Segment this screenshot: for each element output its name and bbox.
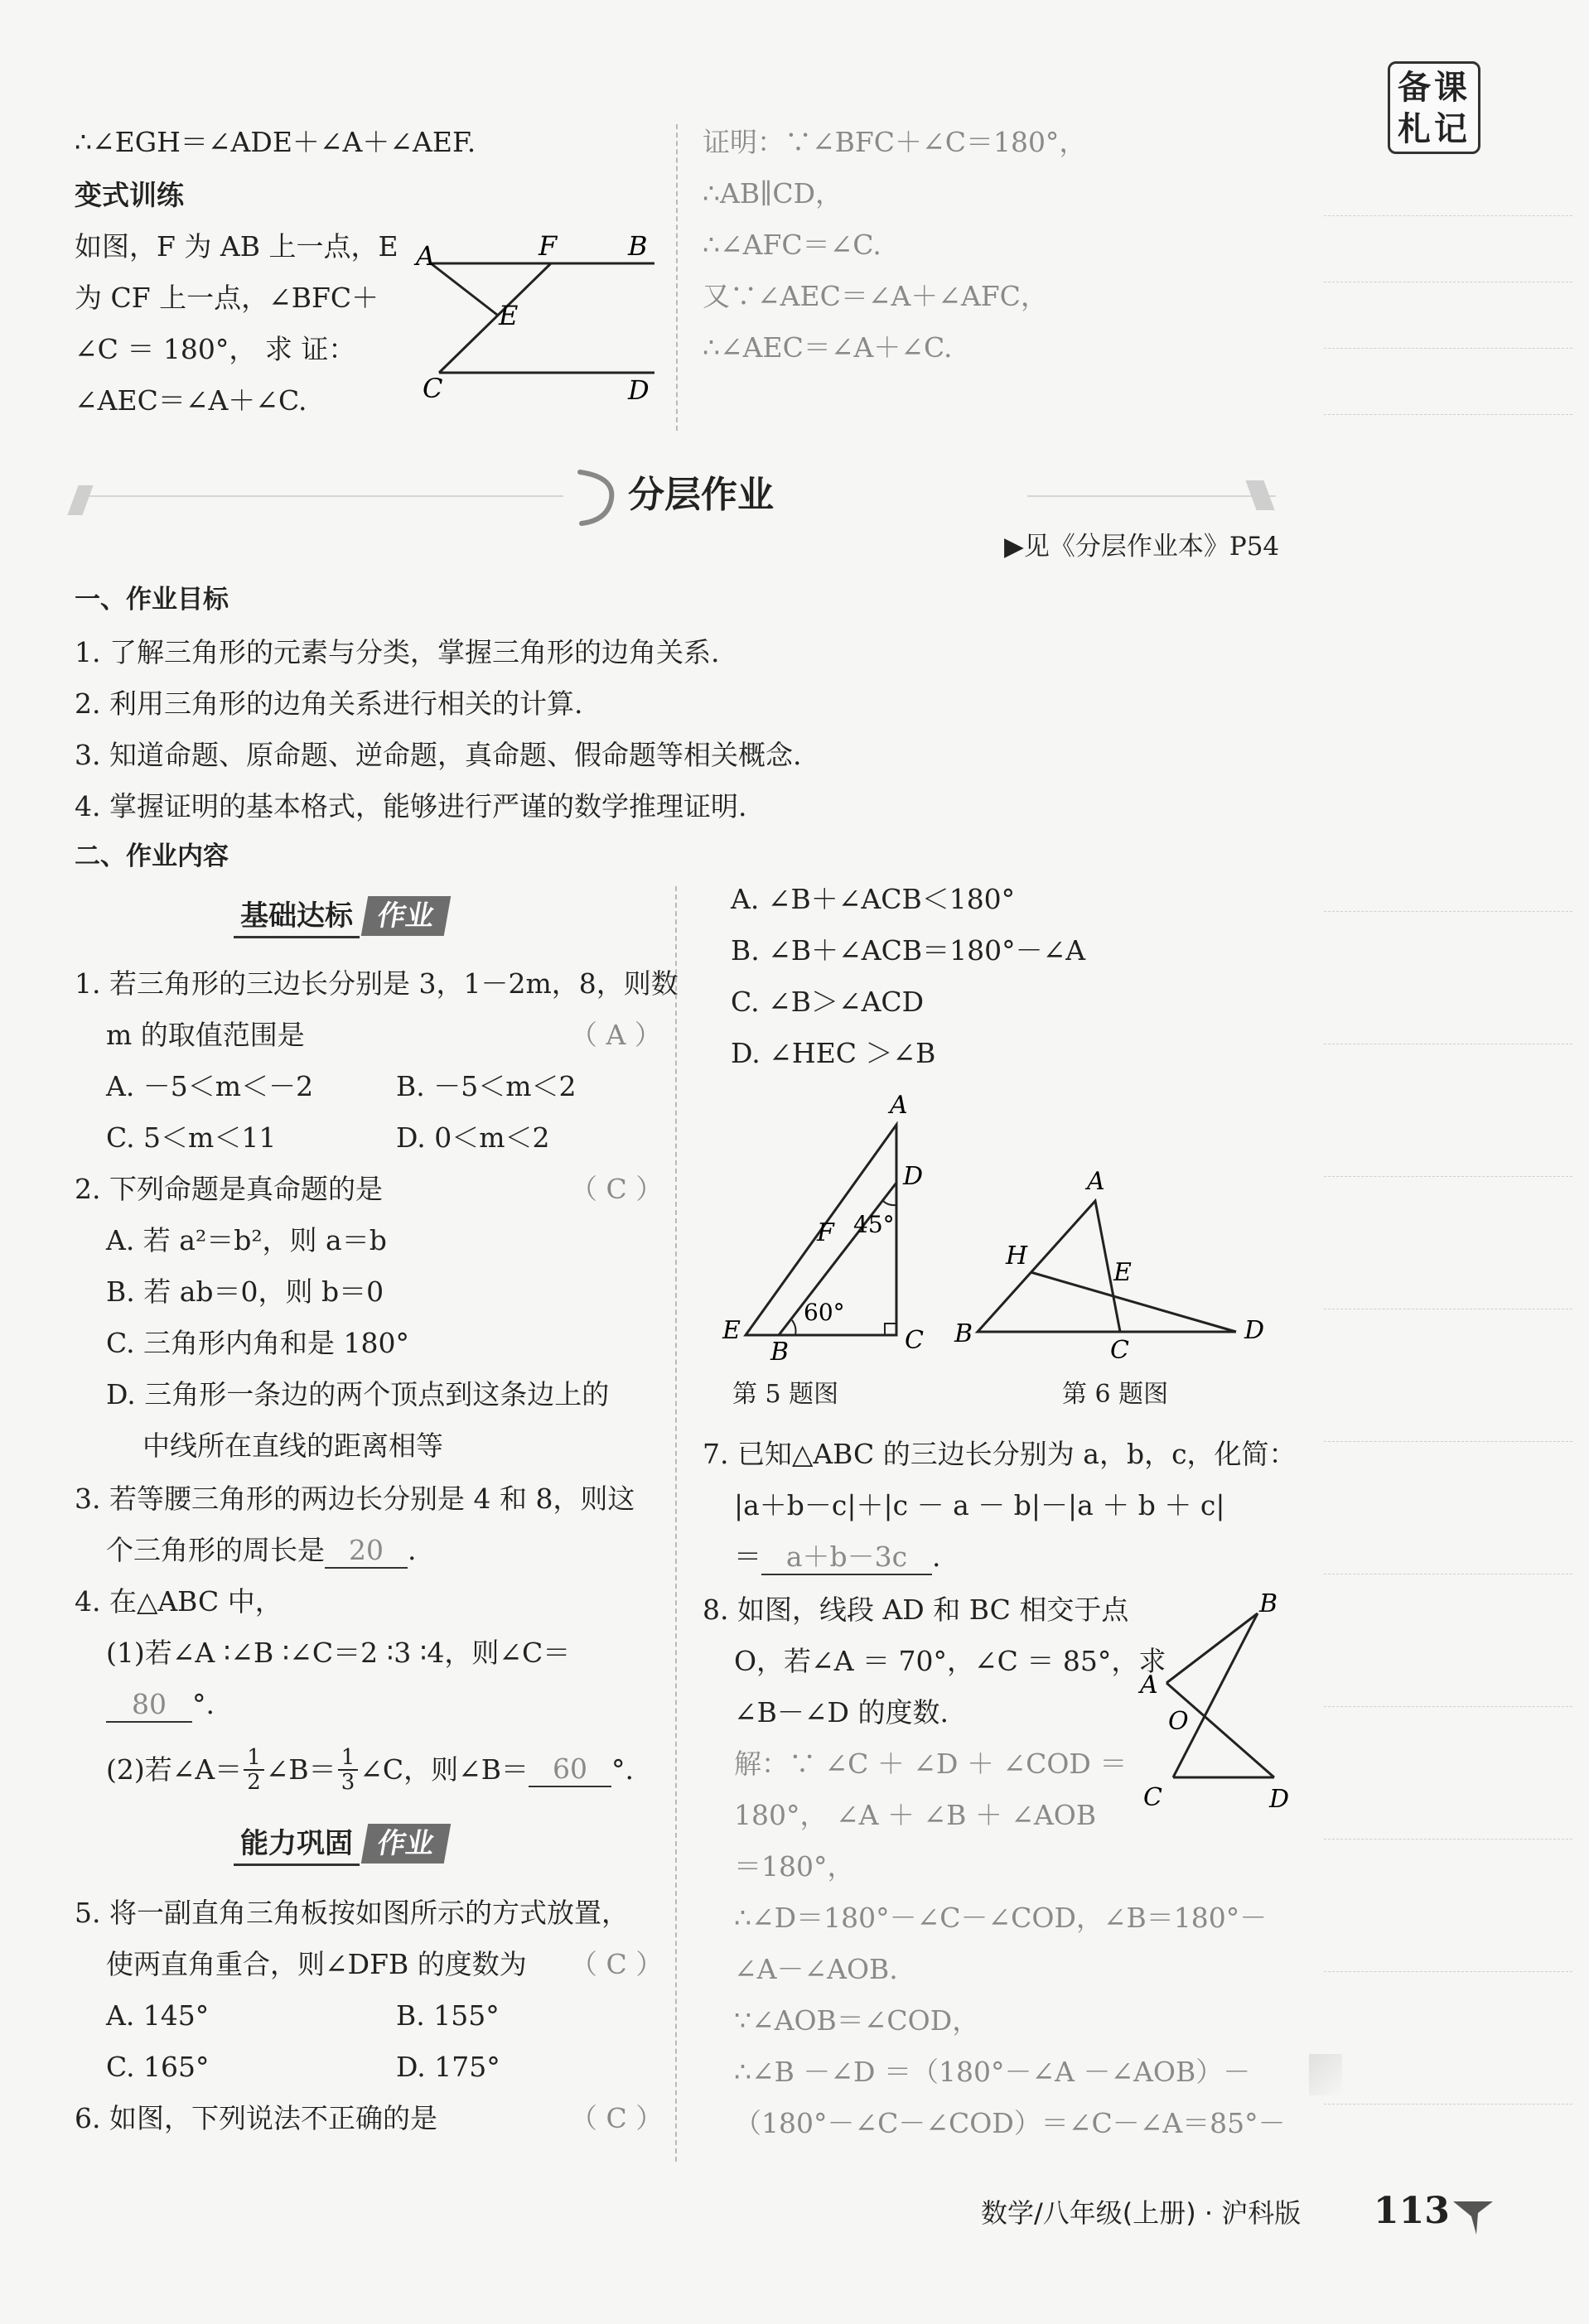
label-a: A <box>890 1091 908 1120</box>
q8-solution: 解：∵ ∠C ＋ ∠D ＋ ∠COD ＝ <box>734 1748 1128 1780</box>
q4-part2-pre: (2)若∠A＝ <box>106 1753 243 1786</box>
q1-option: D. 0＜m＜2 <box>396 1121 550 1154</box>
frac-den: 2 <box>247 1770 261 1795</box>
q4-part1-post: °. <box>192 1688 215 1720</box>
q4-frac1 <box>244 1746 264 1794</box>
column-divider <box>675 886 677 2162</box>
q6-option: A. ∠B＋∠ACB＜180° <box>731 883 1016 915</box>
note-line <box>1324 911 1572 912</box>
q8-line: O，若∠A ＝ 70°，∠C ＝ 85°，求 <box>734 1645 1166 1677</box>
q8-line: 8. 如图，线段 AD 和 BC 相交于点 <box>703 1594 1129 1626</box>
label-h: H <box>1006 1242 1028 1270</box>
note-line <box>1324 348 1572 349</box>
figure-5 <box>712 1085 953 1367</box>
problem-line: 如图，F 为 AB 上一点，E <box>75 230 398 263</box>
label-d: D <box>628 374 650 406</box>
proof-line: ∴∠AFC＝∠C. <box>703 229 881 261</box>
q2-answer: （ C ） <box>570 1173 664 1205</box>
q5-option: D. 175° <box>396 2051 500 2083</box>
label-d: D <box>1269 1785 1290 1814</box>
fig5-caption: 第 5 题图 <box>732 1380 839 1409</box>
label-c: C <box>423 373 443 404</box>
badge-tag: 作业 <box>361 1824 451 1864</box>
q1-answer: （ A ） <box>570 1019 662 1051</box>
badge-label: 基础达标 <box>234 896 360 938</box>
q6-answer: （ C ） <box>570 2102 664 2134</box>
badge-tag: 作业 <box>361 896 451 936</box>
q5-option: B. 155° <box>396 1999 500 2032</box>
line-hd <box>1031 1272 1236 1332</box>
q2-option-cont: 中线所在直线的距离相等 <box>142 1430 443 1462</box>
q4-part1-answer <box>106 1688 215 1723</box>
q5-option: A. 145° <box>106 1999 210 2032</box>
line-ab <box>1166 1613 1258 1683</box>
label-c: C <box>1110 1336 1129 1365</box>
q1-line1: 1. 若三角形的三边长分别是 3，1－2m，8，则数 <box>75 967 679 1000</box>
corner-stamp <box>1388 61 1480 154</box>
q2-option: C. 三角形内角和是 180° <box>106 1327 410 1359</box>
q8-solution: ∠A－∠AOB. <box>734 1953 898 1985</box>
label-d: D <box>1244 1316 1265 1345</box>
q8-solution: （180°－∠C－∠COD）＝∠C－∠A＝85°－ <box>734 2107 1286 2139</box>
frac-num: 1 <box>244 1746 264 1771</box>
q7-line1: 7. 已知△ABC 的三边长分别为 a，b，c，化简： <box>703 1438 1297 1470</box>
label-f: F <box>817 1218 834 1247</box>
line-ae <box>431 263 497 315</box>
q2-option: B. 若 ab＝0，则 b＝0 <box>106 1275 384 1308</box>
q8-solution: ∴∠D＝180°－∠C－∠COD，∠B＝180°－ <box>734 1902 1268 1934</box>
section-title: 分层作业 <box>628 474 774 516</box>
q5-answer: （ C ） <box>570 1948 664 1980</box>
workbook-reference: ▶见《分层作业本》P54 <box>1004 532 1280 562</box>
q1-line2: m 的取值范围是 <box>106 1019 305 1051</box>
content-heading: 二、作业内容 <box>75 841 229 871</box>
note-line <box>1324 215 1572 216</box>
label-b: B <box>628 230 648 262</box>
q7-eq: ＝ <box>734 1540 761 1573</box>
q4-part2-mid1: ∠B＝ <box>265 1753 336 1786</box>
q1-option: C. 5＜m＜11 <box>106 1121 277 1154</box>
right-angle-mark <box>885 1324 896 1335</box>
q1-option: B. －5＜m＜2 <box>396 1070 577 1102</box>
q5-line1: 5. 将一副直角三角板按如图所示的方式放置， <box>75 1897 629 1929</box>
label-b: B <box>770 1338 790 1367</box>
label-d: D <box>903 1162 924 1191</box>
q4-blank2: 60 <box>529 1753 611 1787</box>
label-c: C <box>905 1326 924 1355</box>
stamp-text: 备课札记 <box>1398 69 1471 148</box>
q8-solution: ∴∠B －∠D ＝（180°－∠A －∠AOB）－ <box>734 2056 1251 2088</box>
decor-slash <box>67 485 93 515</box>
label-a: A <box>1087 1167 1105 1196</box>
label-45: 45° <box>853 1211 895 1238</box>
problem-line: ∠C ＝ 180°， 求 证： <box>75 333 356 365</box>
goal-item: 2. 利用三角形的边角关系进行相关的计算. <box>75 687 583 720</box>
proof-line: 证明：∵∠BFC＋∠C＝180°， <box>703 126 1087 158</box>
proof-line: 又∵∠AEC＝∠A＋∠AFC， <box>703 280 1048 312</box>
label-e: E <box>722 1316 741 1345</box>
footer-arrow-icon <box>1448 2193 1498 2240</box>
column-divider <box>676 124 678 431</box>
angle-mark-60 <box>792 1320 796 1335</box>
problem-line: 为 CF 上一点，∠BFC＋ <box>75 282 379 314</box>
q3-line1: 3. 若等腰三角形的两边长分别是 4 和 8，则这 <box>75 1483 635 1515</box>
goal-item: 3. 知道命题、原命题、逆命题，真命题、假命题等相关概念. <box>75 739 802 771</box>
badge-label: 能力巩固 <box>234 1824 360 1866</box>
q4-part2 <box>106 1746 634 1794</box>
q2-stem: 2. 下列命题是真命题的是 <box>75 1173 383 1205</box>
q8-solution: 180°， ∠A ＋ ∠B ＋ ∠AOB <box>734 1799 1097 1831</box>
q4-part2-post: °. <box>611 1753 635 1786</box>
proof-line: ∴∠AEC＝∠A＋∠C. <box>703 331 953 364</box>
fig6-caption: 第 6 题图 <box>1062 1380 1169 1409</box>
q5-option: C. 165° <box>106 2051 210 2083</box>
label-a: A <box>416 240 436 272</box>
q6-option: C. ∠B＞∠ACD <box>731 986 925 1018</box>
label-f: F <box>539 230 558 262</box>
note-line <box>1324 414 1572 415</box>
q1-option: A. －5＜m＜－2 <box>106 1070 314 1102</box>
label-b: B <box>1259 1589 1278 1618</box>
proof-line: ∴AB∥CD， <box>703 177 843 210</box>
q4-blank1: 80 <box>106 1688 192 1723</box>
q3-text: 个三角形的周长是 <box>106 1534 325 1566</box>
label-e: E <box>499 300 519 331</box>
q4-part1: (1)若∠A ∶∠B ∶∠C＝2 ∶3 ∶4，则∠C＝ <box>106 1637 571 1669</box>
top-left-line: ∴∠EGH＝∠ADE＋∠A＋∠AEF. <box>75 126 476 158</box>
problem-line: ∠AEC＝∠A＋∠C. <box>75 384 307 417</box>
q4-stem: 4. 在△ABC 中， <box>75 1585 283 1618</box>
line-fc <box>439 263 551 373</box>
q4-frac2 <box>338 1746 359 1794</box>
q6-option: B. ∠B＋∠ACB＝180°－∠A <box>731 934 1086 967</box>
badge-basic <box>234 896 447 936</box>
q6-option: D. ∠HEC ＞∠B <box>731 1037 936 1069</box>
q5-line2: 使两直角重合，则∠DFB 的度数为 <box>106 1948 527 1980</box>
q2-option: D. 三角形一条边的两个顶点到这条边上的 <box>106 1378 610 1410</box>
label-60: 60° <box>804 1299 845 1326</box>
q7-line2: |a＋b－c|＋|c － a － b|－|a ＋ b ＋ c| <box>734 1489 1225 1521</box>
frac-num: 1 <box>338 1746 359 1771</box>
q7-blank: a＋b－3c <box>761 1540 932 1575</box>
label-o: O <box>1168 1707 1189 1736</box>
note-line <box>1324 1706 1572 1707</box>
note-line <box>1324 1441 1572 1442</box>
label-a: A <box>1140 1671 1158 1700</box>
figure-6 <box>944 1160 1276 1367</box>
note-line <box>1324 2104 1572 2105</box>
q7-post: . <box>932 1540 941 1573</box>
goal-item: 1. 了解三角形的元素与分类，掌握三角形的边角关系. <box>75 636 720 668</box>
badge-ability <box>234 1824 447 1864</box>
q7-line3 <box>734 1540 941 1575</box>
figure-8 <box>1135 1589 1301 1820</box>
angle-mark-45 <box>883 1201 896 1205</box>
q4-part2-mid2: ∠C，则∠B＝ <box>360 1753 529 1786</box>
q3-blank: 20 <box>325 1534 408 1569</box>
section-swirl-icon <box>572 465 621 528</box>
decor-corner <box>1309 2054 1342 2095</box>
q8-solution: ∵∠AOB＝∠COD， <box>734 2004 980 2037</box>
goals-heading: 一、作业目标 <box>75 585 229 615</box>
page-number: 113 <box>1374 2190 1450 2232</box>
label-b: B <box>954 1319 973 1348</box>
label-c: C <box>1143 1783 1162 1812</box>
q2-option: A. 若 a²＝b²，则 a＝b <box>106 1224 387 1256</box>
q6-stem: 6. 如图，下列说法不正确的是 <box>75 2102 437 2134</box>
note-line <box>1324 1176 1572 1177</box>
q8-line: ∠B－∠D 的度数. <box>734 1696 949 1729</box>
q3-text-post: . <box>408 1534 417 1566</box>
footer-book: 数学/八年级(上册) · 沪科版 <box>981 2197 1302 2229</box>
goal-item: 4. 掌握证明的基本格式，能够进行严谨的数学推理证明. <box>75 790 747 822</box>
q3-line2 <box>106 1534 417 1569</box>
variant-heading: 变式训练 <box>75 179 184 211</box>
q8-solution: ＝180°， <box>734 1850 855 1883</box>
label-e: E <box>1113 1258 1132 1287</box>
triangle-abc <box>978 1201 1120 1332</box>
note-line <box>1324 1971 1572 1972</box>
frac-den: 3 <box>340 1770 355 1795</box>
top-figure <box>406 224 671 414</box>
